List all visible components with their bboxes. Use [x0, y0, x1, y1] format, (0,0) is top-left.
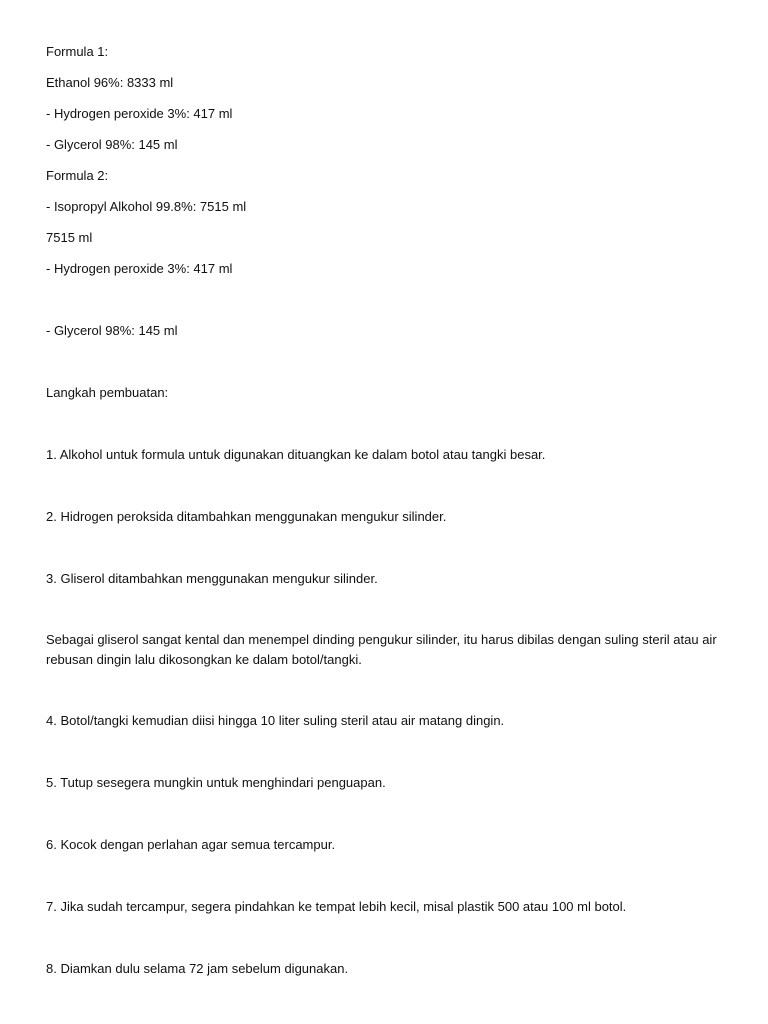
formula-2-item: 7515 ml: [46, 230, 93, 245]
step-note-paragraph: Sebagai gliserol sangat kental dan menempel dinding pengukur silinder, itu harus dibilas dengan suling steril atau air rebusan dingin lalu dikosongkan ke dalam botol/tangki.: [46, 632, 717, 667]
formula-2-item: - Glycerol 98%: 145 ml: [46, 323, 178, 338]
formula-1-item: Ethanol 96%: 8333 ml: [46, 75, 174, 90]
step-item: 2. Hidrogen peroksida ditambahkan menggunakan mengukur silinder.: [46, 509, 447, 524]
step-item: 4. Botol/tangki kemudian diisi hingga 10 liter suling steril atau air matang dingin.: [46, 713, 505, 728]
step-item: 6. Kocok dengan perlahan agar semua tercampur.: [46, 837, 336, 852]
formula-2-heading: Formula 2:: [46, 168, 109, 183]
steps-heading: Langkah pembuatan:: [46, 385, 169, 400]
formula-2-item: - Isopropyl Alkohol 99.8%: 7515 ml: [46, 199, 247, 214]
formula-1-heading: Formula 1:: [46, 44, 109, 59]
step-item: 8. Diamkan dulu selama 72 jam sebelum digunakan.: [46, 961, 349, 976]
formula-2-item: - Hydrogen peroxide 3%: 417 ml: [46, 261, 233, 276]
formula-1-item: - Glycerol 98%: 145 ml: [46, 137, 178, 152]
formula-1-item: - Hydrogen peroxide 3%: 417 ml: [46, 106, 233, 121]
step-item: 5. Tutup sesegera mungkin untuk menghindari penguapan.: [46, 775, 386, 790]
step-item: 3. Gliserol ditambahkan menggunakan mengukur silinder.: [46, 571, 378, 586]
step-item: 1. Alkohol untuk formula untuk digunakan dituangkan ke dalam botol atau tangki besar.: [46, 447, 546, 462]
step-item: 7. Jika sudah tercampur, segera pindahkan ke tempat lebih kecil, misal plastik 500 atau 100 ml botol.: [46, 899, 627, 914]
